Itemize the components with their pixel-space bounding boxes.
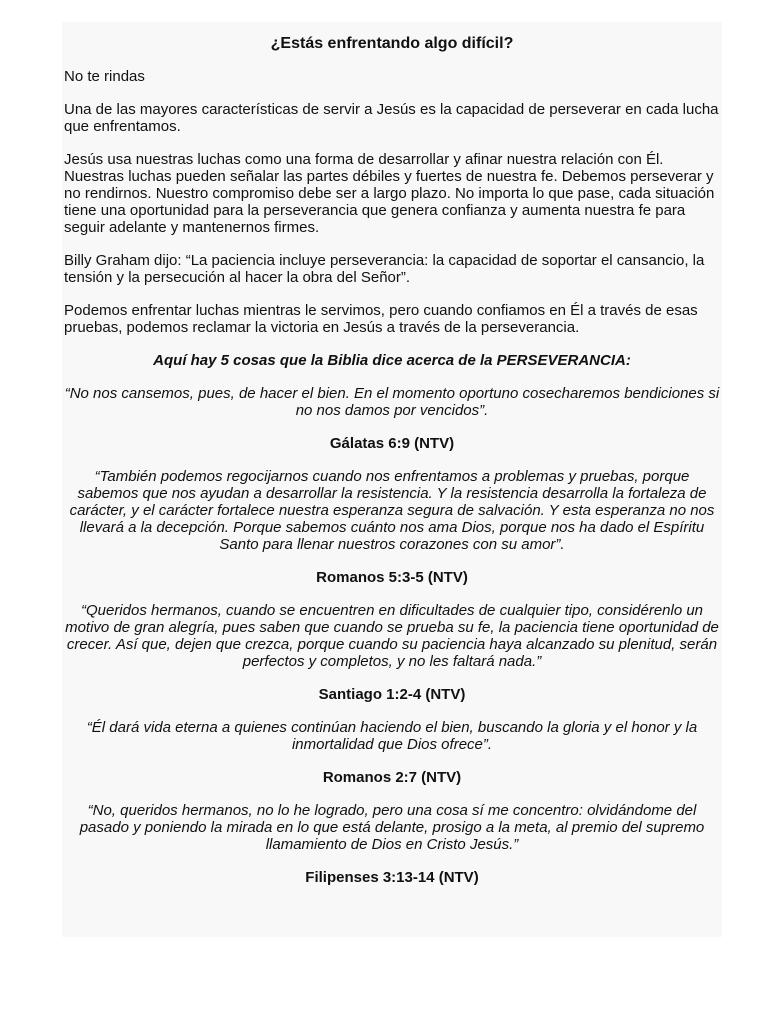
verse-text: “Queridos hermanos, cuando se encuentren en dificultades de cualquier tipo, considérenlo un motivo de gran alegría, pues saben que cuando se prueba su fe, la paciencia tiene oportunidad de crecer. Así que, dejen que crezca, porque cuando su paciencia haya alcanzado su plenitud, serán perfectos y completos, y no les faltará nada.” — [65, 602, 719, 670]
paragraph-victory: Podemos enfrentar luchas mientras le servimos, pero cuando confiamos en Él a través de esas pruebas, podemos reclamar la victoria en Jesús a través de la perseverancia. — [64, 302, 698, 336]
verse-reference: Romanos 5:3-5 (NTV) — [316, 569, 468, 586]
verse-reference: Santiago 1:2-4 (NTV) — [318, 686, 466, 703]
paragraph-struggles: Jesús usa nuestras luchas como una forma de desarrollar y afinar nuestra relación con Él. Nuestras luchas pueden señalar las partes débiles y fuertes de nuestra fe. Debemos perseverar y no rendirnos. Nuestro compromiso debe ser a largo plazo. No importa lo que pase, cada situación tiene una oportunidad para la perseverancia que genera confianza y aumenta nuestra fe para seguir adelante y mantenernos firmes. — [64, 151, 715, 236]
paragraph-quote: Billy Graham dijo: “La paciencia incluye perseverancia: la capacidad de soportar el cansancio, la tensión y la persecución al hacer la obra del Señor”. — [64, 252, 705, 286]
verse-reference: Romanos 2:7 (NTV) — [322, 769, 462, 786]
verse-text: “Él dará vida eterna a quienes continúan haciendo el bien, buscando la gloria y el honor y la inmortalidad que Dios ofrece”. — [86, 719, 698, 753]
verse-text: “También podemos regocijarnos cuando nos enfrentamos a problemas y pruebas, porque sabemos que nos ayudan a desarrollar la resistencia. Y la resistencia desarrolla la fortaleza de carácter, y el carácter fortalece nuestra esperanza segura de salvación. Y esta esperanza no nos llevará a la decepción. Porque sabemos cuánto nos ama Dios, porque nos ha dado el Espíritu Santo para llenar nuestros corazones con su amor”. — [69, 468, 715, 553]
verse-reference: Filipenses 3:13-14 (NTV) — [305, 869, 479, 886]
document-subtitle: No te rindas — [64, 68, 145, 85]
verse-text: “No nos cansemos, pues, de hacer el bien. En el momento oportuno cosecharemos bendiciones si no nos damos por vencidos”. — [64, 385, 720, 419]
document-title: ¿Estás enfrentando algo difícil? — [270, 35, 514, 52]
section-heading: Aquí hay 5 cosas que la Biblia dice acerca de la PERSEVERANCIA: — [153, 352, 631, 369]
paragraph-intro: Una de las mayores características de servir a Jesús es la capacidad de perseverar en cada lucha que enfrentamos. — [64, 101, 719, 135]
verse-reference: Gálatas 6:9 (NTV) — [329, 435, 455, 452]
verse-text: “No, queridos hermanos, no lo he logrado, pero una cosa sí me concentro: olvidándome del pasado y poniendo la mirada en lo que está delante, prosigo a la meta, al premio del supremo llamamiento de Dios en Cristo Jesús.” — [79, 802, 705, 853]
document-content — [64, 34, 720, 902]
